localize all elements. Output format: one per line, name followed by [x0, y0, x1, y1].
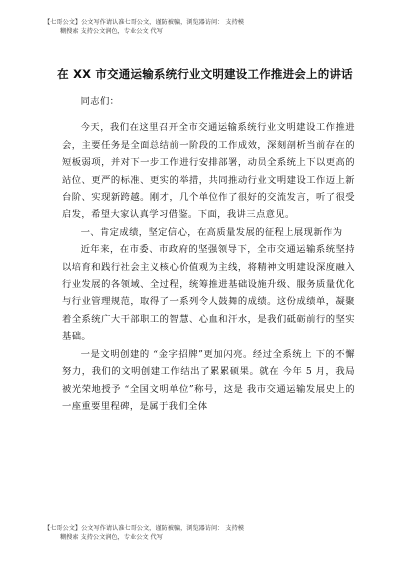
greeting: 同志们：: [80, 96, 120, 107]
page-footer: [44, 524, 374, 542]
page-header: [44, 18, 374, 36]
paragraph-intro: 今天，我们在这里召开全市交通运输系统行业文明建设工作推进会，主要任务是全面总结前一阶段的工作成效，深刻剖析当前存在的短板弱项，并对下一步工作进行安排部署，动员全系统上下以更高的站位、更严的标准、更实的举措，共同推动行业文明建设工作迈上新台阶、实现新跨越。刚才，几个单位作了很好的交流发言，听了很受启发，希望大家认真学习借鉴。下面，我讲三点意见。: [62, 122, 355, 221]
document-body: [62, 93, 355, 415]
footer-line-1: 【七哥公文】公文写作请认准七哥公文，谨防被骗，浏览器访问： 支持模: [44, 525, 244, 532]
section-heading-1: 一、肯定成绩，坚定信心，在高质量发展的征程上展现新作为: [80, 226, 343, 238]
header-line-2: 糊搜索 支持公文润色，专业公文 代写: [60, 28, 163, 35]
header-line-1: 【七哥公文】公文写作请认准七哥公文，谨防被骗，浏览器访问： 支持模: [44, 19, 244, 26]
document-title: 在 XX 市交通运输系统行业文明建设工作推进会上的讲话: [57, 67, 353, 81]
footer-line-2: 糊搜索 支持公文润色，专业公文 代写: [60, 534, 163, 541]
paragraph-achievements: 近年来，在市委、市政府的坚强领导下，全市交通运输系统坚持以培育和践行社会主义核心价值观为主线，将精神文明建设深度融入行业发展的各领域、全过程，统筹推进基础设施升级、服务质量优化与行业管理规范，取得了一系列令人鼓舞的成绩。这份成绩单，凝聚着全系统广大干部职工的智慧、心血和汗水，是我们砥砺前行的坚实基础。: [62, 244, 355, 343]
paragraph-civilization-brand: 一是文明创建的 “金字招牌”更加闪亮。经过全系统上 下的不懈努力，我们的文明创建工作结出了累累硕果。就在 今年 5 月，我局被光荣地授予 “全国文明单位”称号，这是 我市交通运输发展史上的一座重要里程碑，是属于我们全体: [62, 348, 355, 412]
